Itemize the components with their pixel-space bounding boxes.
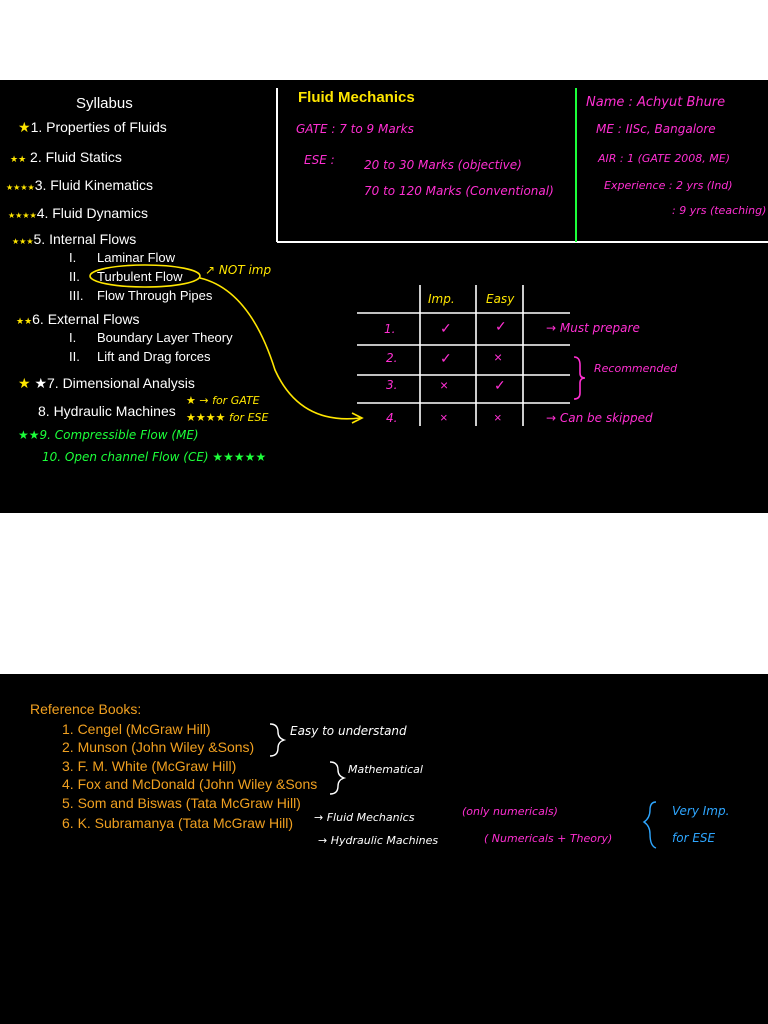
external-sub-2: II. Lift and Drag forces: [69, 349, 211, 364]
must-prepare-note: → Must prepare: [546, 321, 640, 335]
table-header-imp: Imp.: [428, 292, 455, 306]
cross-icon: ×: [440, 410, 448, 425]
reference-books-slide: [0, 674, 768, 1024]
priority-stars: ★★★: [12, 237, 34, 246]
very-imp-brace: [644, 802, 656, 848]
syllabus-item-10: 10. Open channel Flow (CE) ★★★★★: [42, 450, 267, 464]
cross-icon: ×: [440, 377, 449, 393]
syllabus-title: Syllabus: [76, 95, 133, 112]
easy-brace: [270, 724, 284, 756]
book-6: 6. K. Subramanya (Tata McGraw Hill): [62, 815, 294, 831]
syllabus-item-5: ★★★5. Internal Flows: [12, 231, 137, 247]
priority-stars: ★★★★: [6, 183, 35, 192]
cross-icon: ×: [494, 410, 502, 425]
recommended-brace: [574, 357, 585, 399]
book-2: 2. Munson (John Wiley &Sons): [62, 739, 255, 755]
table-row-num: 4.: [386, 411, 398, 425]
ese-label: ESE :: [304, 153, 335, 167]
priority-stars: ★★: [16, 316, 33, 326]
table-row-num: 2.: [386, 351, 398, 365]
easy-note: Easy to understand: [290, 724, 407, 738]
hydraulic-machines-label: → Hydraulic Machines: [318, 834, 439, 847]
book-4: 4. Fox and McDonald (John Wiley &Sons: [62, 776, 318, 792]
priority-stars: ★★★★: [8, 211, 37, 220]
syllabus-item-3: ★★★★3. Fluid Kinematics: [6, 177, 153, 193]
syllabus-item-6: ★★6. External Flows: [16, 311, 140, 327]
only-numericals-note: (only numericals): [462, 805, 558, 818]
syllabus-item-1: ★1. Properties of Fluids: [18, 119, 167, 135]
profile-name: Name : Achyut Bhure: [586, 95, 726, 110]
internal-sub-3: III. Flow Through Pipes: [69, 288, 213, 303]
external-sub-1: I. Boundary Layer Theory: [69, 330, 233, 345]
ese-legend: ★★★★ for ESE: [186, 411, 269, 424]
book-3: 3. F. M. White (McGraw Hill): [62, 758, 237, 774]
priority-stars: ★: [18, 119, 31, 135]
subject-title: Fluid Mechanics: [298, 89, 415, 106]
profile-experience: Experience : 2 yrs (Ind): [604, 179, 733, 192]
syllabus-item-8: 8. Hydraulic Machines: [38, 403, 176, 419]
table-row-num: 3.: [386, 378, 398, 392]
can-be-skipped-note: → Can be skipped: [546, 411, 653, 425]
syllabus-item-9: ★★9. Compressible Flow (ME): [18, 428, 199, 442]
check-icon: ✓: [495, 318, 507, 334]
priority-stars: ★★: [10, 154, 27, 164]
numericals-theory-note: ( Numericals + Theory): [484, 832, 613, 845]
profile-me: ME : IISc, Bangalore: [596, 122, 716, 136]
profile-air: AIR : 1 (GATE 2008, ME): [598, 152, 731, 165]
check-icon: ✓: [440, 350, 452, 366]
ese-conventional: 70 to 120 Marks (Conventional): [364, 184, 554, 198]
very-imp-note: Very Imp.: [672, 804, 730, 818]
gate-legend: ★ → for GATE: [186, 394, 260, 407]
fluid-mechanics-label: → Fluid Mechanics: [314, 811, 415, 824]
ese-objective: 20 to 30 Marks (objective): [364, 158, 522, 172]
arrow-icon: ↗: [205, 263, 216, 277]
syllabus-item-2: ★★ 2. Fluid Statics: [10, 149, 122, 165]
syllabus-item-4: ★★★★4. Fluid Dynamics: [8, 205, 148, 221]
recommended-note: Recommended: [594, 362, 678, 375]
priority-stars: ★: [18, 375, 31, 391]
syllabus-item-7: ★ ★7. Dimensional Analysis: [18, 375, 195, 391]
reference-books-title: Reference Books:: [30, 701, 142, 717]
for-ese-note: for ESE: [672, 831, 716, 845]
table-row-num: 1.: [384, 322, 396, 336]
check-icon: ✓: [440, 320, 452, 336]
math-brace: [330, 762, 344, 794]
book-1: 1. Cengel (McGraw Hill): [62, 721, 211, 737]
internal-sub-1: I. Laminar Flow: [69, 250, 176, 265]
table-header-easy: Easy: [486, 292, 515, 306]
book-5: 5. Som and Biswas (Tata McGraw Hill): [62, 795, 301, 811]
profile-teaching: : 9 yrs (teaching): [672, 204, 767, 217]
gate-marks: GATE : 7 to 9 Marks: [296, 122, 414, 136]
not-imp-note: ↗ NOT imp: [205, 263, 272, 277]
internal-sub-2: II. Turbulent Flow: [69, 269, 183, 284]
math-note: Mathematical: [348, 763, 423, 776]
check-icon: ✓: [494, 377, 506, 393]
cross-icon: ×: [494, 349, 503, 365]
syllabus-slide: [0, 80, 768, 513]
